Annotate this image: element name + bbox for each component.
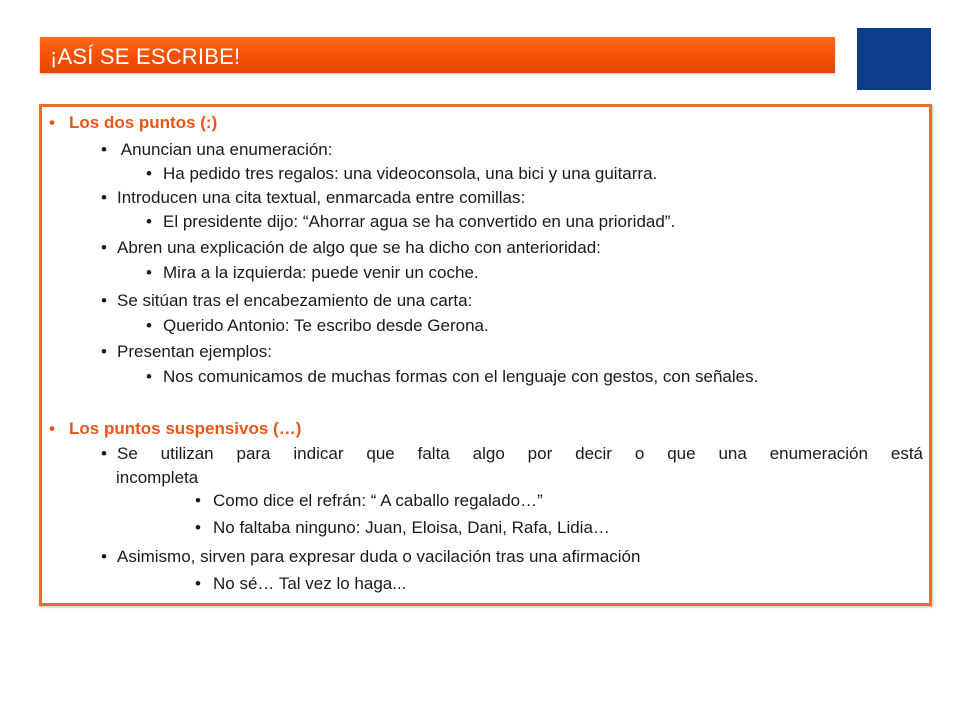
item-text: Se utilizan para indicar que falta algo por decir o que una enumeración está — [117, 444, 923, 463]
example-text: Como dice el refrán: “ A caballo regalado…” — [213, 491, 543, 510]
bullet: • — [146, 212, 152, 231]
example-item — [195, 491, 543, 511]
bullet: • — [195, 491, 201, 510]
item-text-continuation: incompleta — [116, 468, 199, 487]
brand-accent-block — [857, 28, 931, 90]
bullet: • — [49, 113, 55, 132]
list-item — [101, 442, 923, 466]
bullet: • — [101, 547, 107, 566]
item-text: Presentan ejemplos: — [117, 342, 272, 361]
example-text: Mira a la izquierda: puede venir un coche. — [163, 263, 479, 282]
bullet: • — [49, 419, 55, 438]
list-item — [101, 140, 333, 160]
heading-text: Los puntos suspensivos (…) — [69, 419, 302, 438]
example-item — [195, 518, 610, 538]
example-text: Ha pedido tres regalos: una videoconsola, una bici y una guitarra. — [163, 164, 658, 183]
example-text: El presidente dijo: “Ahorrar agua se ha convertido en una prioridad”. — [163, 212, 676, 231]
example-text: Nos comunicamos de muchas formas con el lenguaje con gestos, con señales. — [163, 367, 759, 386]
bullet: • — [195, 574, 201, 593]
list-item — [101, 291, 472, 311]
example-item — [146, 164, 657, 184]
bullet: • — [101, 238, 107, 257]
example-item — [146, 367, 758, 387]
item-text: Asimismo, sirven para expresar duda o vacilación tras una afirmación — [117, 547, 641, 566]
bullet: • — [195, 518, 201, 537]
example-item — [146, 316, 489, 336]
example-item — [146, 263, 479, 283]
bullet: • — [146, 263, 152, 282]
bullet: • — [101, 140, 107, 159]
list-item — [101, 188, 525, 208]
bullet: • — [146, 367, 152, 386]
bullet: • — [101, 342, 107, 361]
bullet: • — [146, 316, 152, 335]
bullet: • — [146, 164, 152, 183]
heading-text: Los dos puntos (:) — [69, 113, 218, 132]
list-item — [101, 547, 640, 567]
bullet: • — [101, 188, 107, 207]
item-text: Se sitúan tras el encabezamiento de una carta: — [117, 291, 473, 310]
example-text: No faltaba ninguno: Juan, Eloisa, Dani, Rafa, Lidia… — [213, 518, 610, 537]
item-text: Anuncian una enumeración: — [117, 140, 333, 159]
slide-title: ¡ASÍ SE ESCRIBE! — [50, 44, 241, 69]
bullet: • — [101, 444, 107, 463]
example-item — [146, 212, 675, 232]
section-heading-ellipsis — [49, 419, 301, 439]
example-item — [195, 574, 406, 594]
item-text: Introducen una cita textual, enmarcada entre comillas: — [117, 188, 526, 207]
list-item — [101, 342, 272, 362]
slide-title-bar — [40, 37, 835, 73]
example-text: Querido Antonio: Te escribo desde Gerona. — [163, 316, 489, 335]
item-text: Abren una explicación de algo que se ha dicho con anterioridad: — [117, 238, 601, 257]
section-heading-colon — [49, 113, 217, 133]
bullet: • — [101, 291, 107, 310]
example-text: No sé… Tal vez lo haga... — [213, 574, 407, 593]
list-item — [101, 238, 601, 258]
